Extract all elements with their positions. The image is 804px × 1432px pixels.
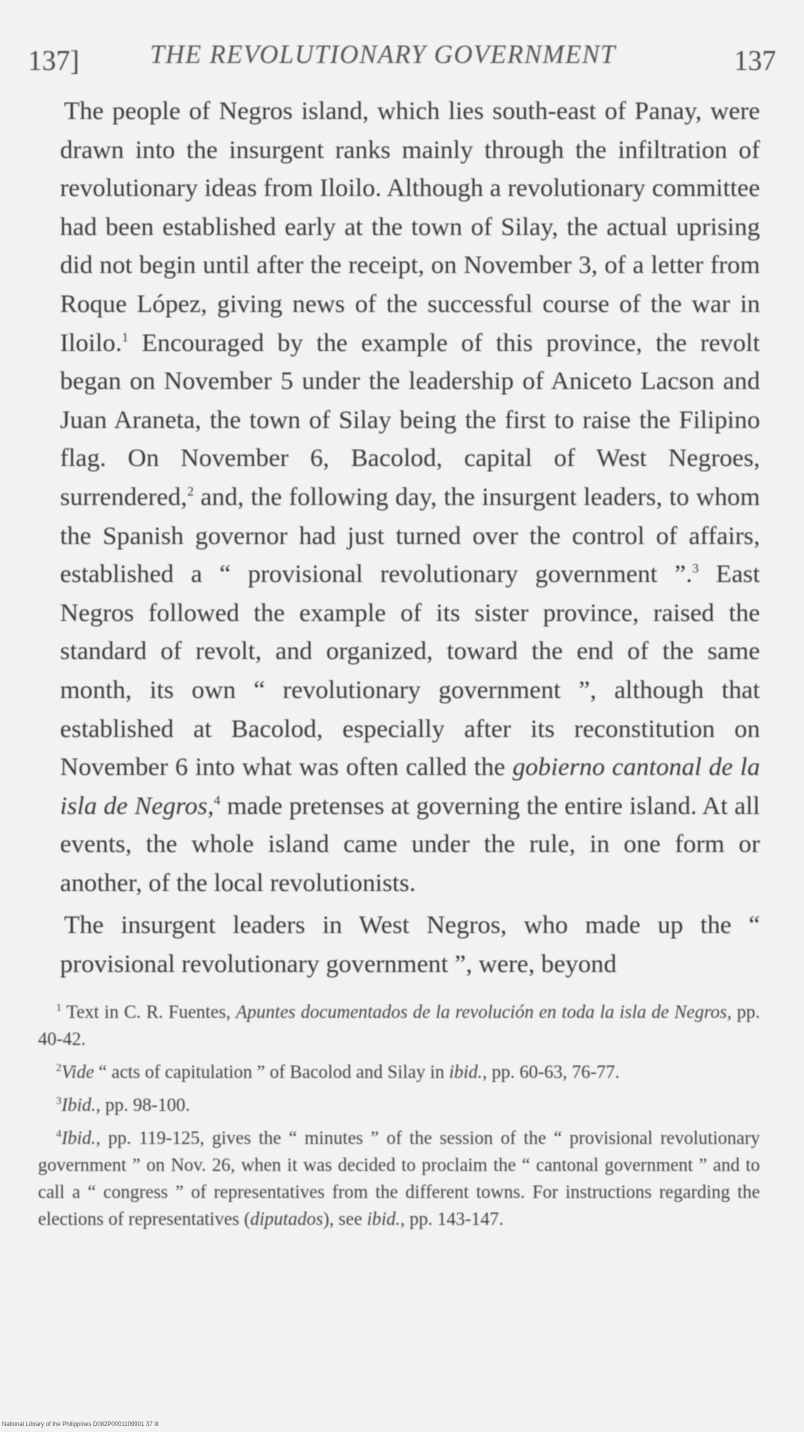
footnote-2-vide: Vide xyxy=(61,1063,95,1083)
footnote-3-ibid: Ibid., xyxy=(61,1096,101,1116)
footnote-2-ibid: ibid., xyxy=(449,1063,488,1083)
footnote-4-text-c: pp. 143-147. xyxy=(404,1210,504,1230)
footnote-1-mark: 1 xyxy=(56,1001,62,1014)
page-number-left: 137] xyxy=(28,46,80,77)
p1-text-e: made pretenses at governing the entire island. At all events, the whole island came under the rule, in one form or another, of the local revolutionists. xyxy=(60,790,761,897)
footnote-3-text: pp. 98-100. xyxy=(100,1096,190,1116)
footnote-4-diputados: diputados xyxy=(250,1210,324,1230)
footnote-4-text-a: pp. 119-125, gives the “ minutes ” of the session of the “ provisional revolutionary government ” on Nov. 26, when it was decided to proclaim the “ cantonal government ” and to call a “ congress ” of representatives from the different towns. For instructions regarding the elections of representatives ( xyxy=(38,1129,760,1230)
p1-text-d: East Negros followed the example of its sister province, raised the standard of revolt, and organized, toward the end of the same month, its own “ revolutionary government ”, although that established at Bacolod, especially after its reconstitution on November 6 into what was often called the xyxy=(60,559,760,782)
p1-text-c: and, the following day, the insurgent leaders, to whom the Spanish governor had just turned over the control of affairs, established a “ provisional revolutionary government ”. xyxy=(60,481,760,589)
footnote-2-mark: 2 xyxy=(56,1061,62,1074)
footnote-1-text-b: pp. 40-42. xyxy=(38,1003,760,1050)
footnote-3 xyxy=(38,1093,760,1120)
footnote-1 xyxy=(38,1000,760,1054)
footnote-2 xyxy=(38,1060,760,1087)
footnote-3-mark: 3 xyxy=(56,1094,62,1107)
footnote-2-text-b: pp. 60-63, 76-77. xyxy=(487,1063,620,1083)
footnote-4-text-b: ), see xyxy=(323,1210,367,1230)
scan-footer: National Library of the Philippines D082P0001109901 37 lit xyxy=(2,1422,159,1428)
footnote-ref-1: 1 xyxy=(121,329,129,345)
paragraph-2: The insurgent leaders in West Negros, who made up the “ provisional revolutionary government ”, were, beyond xyxy=(60,910,760,979)
footnote-4-mark: 4 xyxy=(56,1127,62,1140)
footnote-4 xyxy=(38,1126,760,1234)
p1-italic-phrase: gobierno cantonal de la isla de Negros, xyxy=(60,752,760,820)
footnotes xyxy=(38,1000,760,1240)
footnote-1-title: Apuntes documentados de la revolución en toda la isla de Negros, xyxy=(235,1003,732,1023)
p1-text-a: The people of Negros island, which lies south-east of Panay, were drawn into the insurgent ranks mainly through the infiltration of revolutionary ideas from Iloilo. Although a revolutionary committee had been established early at the town of Silay, the actual uprising did not begin until after the receipt, on November 3, of a letter from Roque López, giving news of the successful course of the war in Iloilo. xyxy=(60,96,760,357)
footnote-4-ibid: Ibid., xyxy=(61,1129,101,1149)
footnote-2-text-a: “ acts of capitulation ” of Bacolod and Silay in xyxy=(94,1063,450,1083)
p1-text-b: Encouraged by the example of this province, the revolt began on November 5 under the leadership of Aniceto Lacson and Juan Araneta, the town of Silay being the first to raise the Filipino flag. On November 6, Bacolod, capital of West Negroes, surrendered, xyxy=(60,327,760,511)
footnote-4-ibid-2: ibid., xyxy=(366,1210,405,1230)
running-title: THE REVOLUTIONARY GOVERNMENT xyxy=(150,40,616,69)
footnote-ref-2: 2 xyxy=(187,483,194,499)
running-header xyxy=(28,40,776,80)
footnote-1-text-a: Text in C. R. Fuentes, xyxy=(61,1003,236,1023)
paragraph-1 xyxy=(60,92,760,902)
footnote-ref-3: 3 xyxy=(692,560,699,576)
body-text xyxy=(60,92,760,984)
page-number-right: 137 xyxy=(734,46,776,77)
footnote-ref-4: 4 xyxy=(213,792,221,808)
